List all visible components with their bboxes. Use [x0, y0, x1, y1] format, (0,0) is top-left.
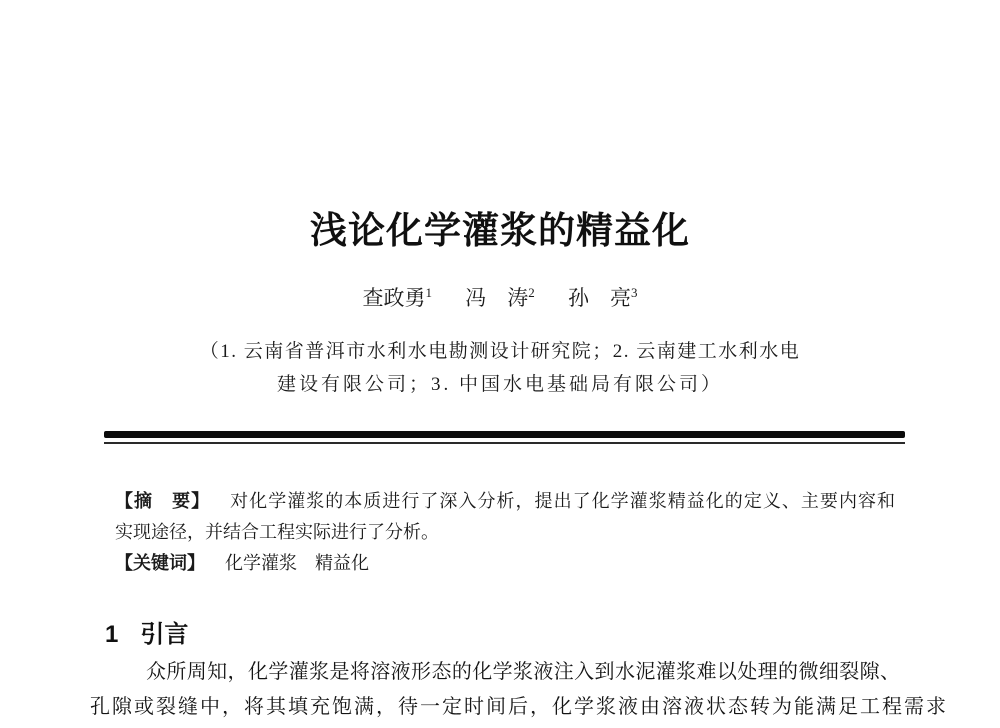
- author-2-name: 冯 涛: [465, 286, 529, 310]
- paper-title: 浅论化学灌浆的精益化: [310, 210, 690, 251]
- abstract-text-1: 对化学灌浆的本质进行了深入分析，提出了化学灌浆精益化的定义、主要内容和: [230, 491, 896, 511]
- author-2: [465, 282, 535, 312]
- abstract-line-1: [115, 486, 895, 517]
- keywords-text: 化学灌浆 精益化: [225, 553, 369, 573]
- abstract-line-2: 实现途径，并结合工程实际进行了分析。: [115, 522, 439, 542]
- section-1-number: 1: [105, 621, 119, 648]
- section-1-title: 引言: [140, 621, 189, 648]
- keywords-label: 【关键词】: [115, 553, 205, 573]
- section-1-heading: [105, 614, 188, 649]
- author-3-affiliation-marker: 3: [631, 285, 638, 300]
- separator-rule-thin: [104, 442, 905, 444]
- author-1: [363, 282, 433, 312]
- affiliation-line-1: （1. 云南省普洱市水利水电勘测设计研究院；2. 云南建工水利水电: [199, 341, 801, 362]
- keywords-line: [115, 548, 895, 579]
- body-paragraph-line-1: 众所周知，化学灌浆是将溶液形态的化学浆液注入到水泥灌浆难以处理的微细裂隙、: [146, 661, 900, 683]
- separator-rule: [104, 431, 905, 444]
- author-3: [568, 282, 638, 312]
- author-1-affiliation-marker: 1: [425, 285, 432, 300]
- author-1-name: 查政勇: [362, 286, 426, 310]
- separator-rule-thick: [104, 431, 905, 438]
- body-paragraph-line-2: 孔隙或裂缝中，将其填充饱满，待一定时间后，化学浆液由溶液状态转为能满足工程需求: [90, 696, 946, 718]
- abstract-label: 【摘 要】: [115, 491, 211, 511]
- author-3-name: 孙 亮: [568, 286, 631, 310]
- author-2-affiliation-marker: 2: [528, 285, 535, 300]
- author-line: [0, 282, 1000, 312]
- abstract-block: [115, 486, 895, 579]
- affiliation-line-2: 建设有限公司；3. 中国水电基础局有限公司）: [276, 374, 723, 395]
